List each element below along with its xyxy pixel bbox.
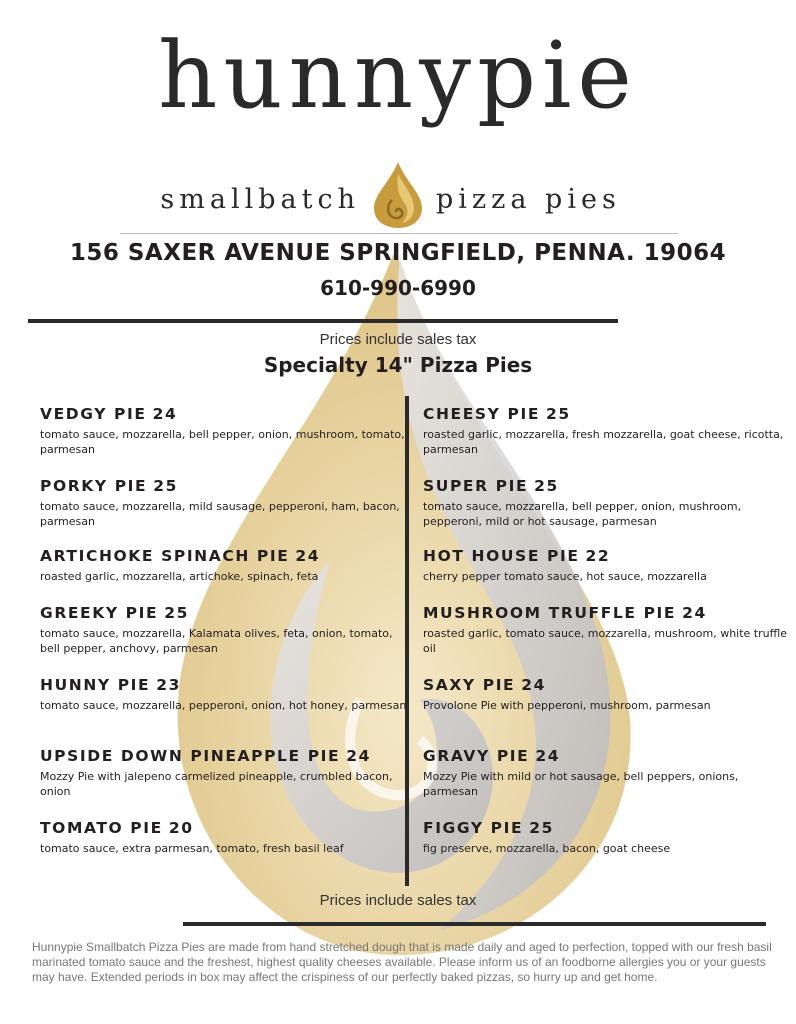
menu-item-price: 24: [295, 547, 321, 565]
menu-item-name: GREEKY PIE: [40, 604, 159, 622]
phone-number[interactable]: 610-990-6990: [320, 276, 476, 300]
tagline-left: smallbatch: [160, 184, 360, 215]
menu-item-name: HOT HOUSE PIE: [423, 547, 580, 565]
menu-item-price: 25: [529, 819, 554, 837]
menu-item-description: Mozzy Pie with jalepeno carmelized pineapple, crumbled bacon, onion: [40, 770, 393, 798]
menu-item-title: [423, 675, 795, 695]
menu-item: [423, 404, 795, 457]
menu-item-title: [423, 818, 795, 838]
menu-item-price: 24: [682, 604, 707, 622]
menu-item-name: ARTICHOKE SPINACH PIE: [40, 547, 290, 565]
tagline: [0, 160, 796, 230]
menu-item-title: [423, 546, 795, 566]
menu-item-name: UPSIDE DOWN PINEAPPLE PIE: [40, 747, 341, 765]
menu-item-price: 24: [521, 676, 547, 694]
menu-item-description: tomato sauce, mozzarella, bell pepper, onion, mushroom, pepperoni, mild or hot sausage, parmesan: [423, 500, 742, 528]
menu-item: [40, 603, 412, 656]
menu-item: [40, 476, 412, 529]
menu-item: [40, 546, 412, 584]
brand-name: hunnypie: [158, 22, 638, 129]
menu-item-title: [40, 603, 412, 623]
menu-item-description: roasted garlic, tomato sauce, mozzarella, mushroom, white truffle oil: [423, 627, 788, 655]
tax-note-bottom: Prices include sales tax: [319, 892, 477, 909]
tax-note-top: Prices include sales tax: [319, 331, 477, 348]
menu-item-price: 23: [156, 676, 182, 694]
menu-item-description: Mozzy Pie with mild or hot sausage, bell peppers, onions, parmesan: [423, 770, 739, 798]
menu-item-name: TOMATO PIE: [40, 819, 163, 837]
menu-item-description: fig preserve, mozzarella, bacon, goat cheese: [423, 842, 671, 855]
menu-item-description: roasted garlic, mozzarella, artichoke, spinach, feta: [40, 570, 319, 583]
menu-item-title: [40, 546, 412, 566]
menu-item-price: 25: [164, 604, 189, 622]
menu-item: [423, 818, 795, 856]
menu-item-price: 22: [585, 547, 611, 565]
menu-item-price: 25: [153, 477, 178, 495]
tagline-right: pizza pies: [436, 184, 621, 215]
menu-item-title: [423, 746, 795, 766]
menu-item: [40, 818, 412, 856]
menu-item-name: SUPER PIE: [423, 477, 529, 495]
bottom-divider: [183, 922, 766, 926]
menu-item-name: MUSHROOM TRUFFLE PIE: [423, 604, 677, 622]
menu-item-price: 25: [546, 405, 571, 423]
menu-item: [423, 603, 795, 656]
menu-item-description: cherry pepper tomato sauce, hot sauce, mozzarella: [423, 570, 707, 583]
menu-item-title: [423, 476, 795, 496]
top-divider: [28, 319, 618, 323]
menu-item-name: HUNNY PIE: [40, 676, 151, 694]
menu-item-name: PORKY PIE: [40, 477, 148, 495]
menu-item-name: SAXY PIE: [423, 676, 516, 694]
menu-item-title: [40, 675, 412, 695]
menu-item: [40, 675, 412, 713]
menu-item-price: 20: [168, 819, 194, 837]
menu-item-description: tomato sauce, mozzarella, Kalamata olives, feta, onion, tomato, bell pepper, anchovy, parmesan: [40, 627, 393, 655]
menu-item: [423, 675, 795, 713]
menu-item-description: tomato sauce, extra parmesan, tomato, fresh basil leaf: [40, 842, 344, 855]
section-title: Specialty 14" Pizza Pies: [263, 353, 533, 377]
menu-item-title: [40, 404, 412, 424]
honey-drop-icon: [370, 160, 426, 230]
menu-item-description: tomato sauce, mozzarella, mild sausage, pepperoni, ham, bacon, parmesan: [40, 500, 400, 528]
menu-item-name: GRAVY PIE: [423, 747, 530, 765]
menu-item: [423, 546, 795, 584]
menu-item: [423, 746, 795, 799]
menu-item: [40, 404, 412, 457]
menu-item-title: [423, 404, 795, 424]
menu-item-description: roasted garlic, mozzarella, fresh mozzarella, goat cheese, ricotta, parmesan: [423, 428, 784, 456]
menu-item-title: [40, 746, 412, 766]
menu-item-name: FIGGY PIE: [423, 819, 524, 837]
menu-item-price: 24: [152, 405, 178, 423]
address: 156 SAXER AVENUE SPRINGFIELD, PENNA. 19064: [69, 240, 727, 266]
menu-item-title: [40, 476, 412, 496]
footer-disclaimer: Hunnypie Smallbatch Pizza Pies are made from hand stretched dough that is made daily and aged to perfection, topped with our fresh basil marinated tomato sauce and the freshest, highest quality cheeses available. Please inform us of an foodborne allergies you or your guests may have. Extended periods in box may affect the crispiness of our perfectly baked pizzas, so hurry up and get home.: [32, 940, 772, 984]
menu-item-title: [40, 818, 412, 838]
menu-item-description: tomato sauce, mozzarella, pepperoni, onion, hot honey, parmesan: [40, 699, 407, 712]
menu-item-description: tomato sauce, mozzarella, bell pepper, onion, mushroom, tomato, parmesan: [40, 428, 405, 456]
menu-item-title: [423, 603, 795, 623]
menu-item: [423, 476, 795, 529]
menu-item-name: CHEESY PIE: [423, 405, 541, 423]
menu-item-price: 25: [534, 477, 559, 495]
menu-item-price: 24: [346, 747, 371, 765]
menu-item-price: 24: [535, 747, 561, 765]
menu-item: [40, 746, 412, 799]
menu-item-name: VEDGY PIE: [40, 405, 147, 423]
tagline-divider: [120, 233, 678, 234]
menu-item-description: Provolone Pie with pepperoni, mushroom, parmesan: [423, 699, 711, 712]
